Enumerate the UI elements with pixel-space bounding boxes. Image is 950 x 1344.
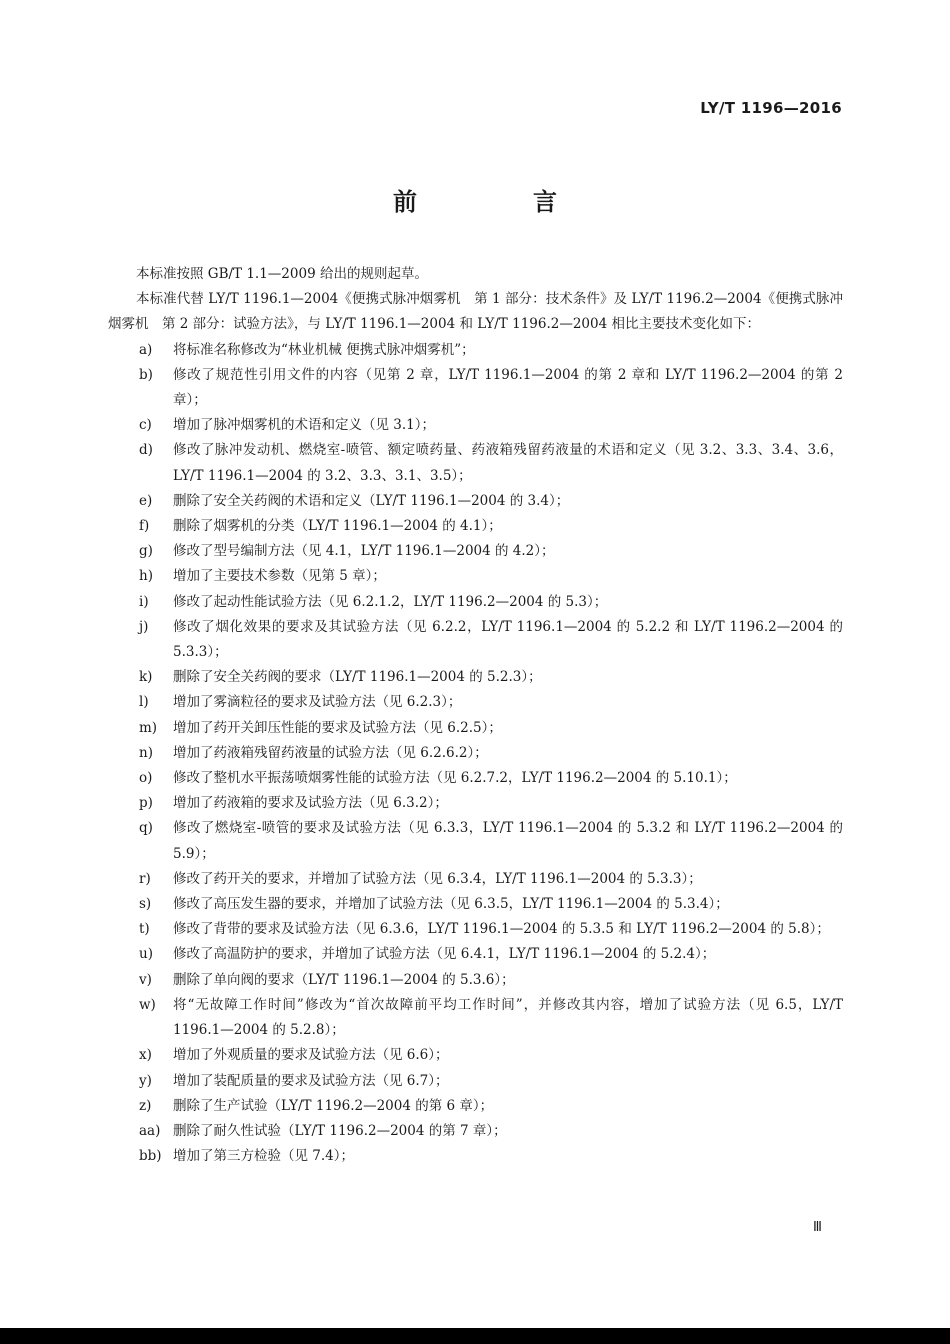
list-item-marker: u): [139, 946, 153, 963]
list-item-text: 增加了外观质量的要求及试验方法（见 6.6）；: [173, 1047, 449, 1064]
list-item-marker: q): [139, 820, 153, 837]
list-item-marker: h): [139, 568, 153, 585]
list-item-marker: w): [139, 996, 156, 1013]
list-item: [108, 615, 843, 665]
list-item-text: 修改了起动性能试验方法（见 6.2.1.2，LY/T 1196.2—2004 的 5.3）；: [173, 593, 608, 610]
list-item-marker: m): [139, 719, 158, 736]
list-item-text: 增加了脉冲烟雾机的术语和定义（见 3.1）；: [173, 417, 436, 434]
list-item: [108, 363, 843, 413]
list-item: [108, 539, 843, 564]
page-title: 前 言: [393, 187, 603, 216]
list-item: [108, 1043, 843, 1068]
list-item-marker: d): [139, 442, 153, 459]
list-item-text: 增加了主要技术参数（见第 5 章）；: [173, 568, 386, 585]
list-item-marker: f): [139, 518, 150, 535]
list-item: [108, 791, 843, 816]
list-item-text: 删除了安全关药阀的要求（LY/T 1196.1—2004 的 5.2.3）；: [173, 669, 542, 686]
list-item-marker: b): [139, 366, 153, 383]
list-item: [108, 942, 843, 967]
list-item: [108, 816, 843, 866]
list-item-text: 删除了烟雾机的分类（LY/T 1196.1—2004 的 4.1）；: [173, 518, 502, 535]
list-item-marker: t): [139, 921, 150, 938]
list-item-marker: j): [139, 618, 149, 635]
list-item-text: 增加了装配质量的要求及试验方法（见 6.7）；: [173, 1072, 449, 1089]
list-item-marker: bb): [139, 1148, 162, 1165]
paragraph: 本标准代替 LY/T 1196.1—2004《便携式脉冲烟雾机 第 1 部分：技术条件》及 LY/T 1196.2—2004《便携式脉冲烟雾机 第 2 部分：试验方法》，与 LY/T 1196.1—2004 和 LY/T 1196.2—2004 相比主要技术变化如下：: [108, 291, 843, 333]
list-item-marker: i): [139, 593, 149, 610]
list-item-text: 增加了药液箱的要求及试验方法（见 6.3.2）；: [173, 795, 448, 812]
list-item: [108, 1144, 843, 1169]
list-item-marker: e): [139, 492, 153, 509]
list-item-text: 将“无故障工作时间”修改为“首次故障前平均工作时间”，并修改其内容，增加了试验方法（见 6.5，LY/T 1196.1—2004 的 5.2.8）；: [173, 996, 843, 1039]
paragraph: 本标准按照 GB/T 1.1—2009 给出的规则起草。: [136, 266, 428, 282]
list-item-text: 将标准名称修改为“林业机械 便携式脉冲烟雾机”；: [173, 341, 475, 358]
list-item: [108, 413, 843, 438]
list-item: [108, 590, 843, 615]
list-item-text: 增加了第三方检验（见 7.4）；: [173, 1148, 355, 1165]
list-item: [108, 766, 843, 791]
list-item: [108, 1069, 843, 1094]
list-item-text: 修改了燃烧室-喷管的要求及试验方法（见 6.3.3，LY/T 1196.1—2004 的 5.3.2 和 LY/T 1196.2—2004 的 5.9）；: [173, 820, 843, 862]
bottom-bar: [0, 1328, 950, 1344]
list-item: [108, 489, 843, 514]
list-item-marker: n): [139, 744, 153, 761]
list-item-marker: s): [139, 896, 152, 913]
list-item: [108, 968, 843, 993]
list-item-text: 增加了药液箱残留药液量的试验方法（见 6.2.6.2）；: [173, 744, 488, 761]
list-item-marker: l): [139, 694, 149, 711]
list-item-text: 删除了耐久性试验（LY/T 1196.2—2004 的第 7 章）；: [173, 1122, 507, 1139]
list-item-text: 修改了规范性引用文件的内容（见第 2 章，LY/T 1196.1—2004 的第 2 章和 LY/T 1196.2—2004 的第 2 章）；: [173, 366, 843, 409]
list-item-text: 增加了雾滴粒径的要求及试验方法（见 6.2.3）；: [173, 694, 462, 711]
list-item: [108, 892, 843, 917]
list-item-text: 修改了背带的要求及试验方法（见 6.3.6，LY/T 1196.1—2004 的 5.3.5 和 LY/T 1196.2—2004 的 5.8）；: [173, 921, 830, 938]
list-item-text: 修改了脉冲发动机、燃烧室-喷管、额定喷药量、药液箱残留药液量的术语和定义（见 3.2、3.3、3.4、3.6，LY/T 1196.1—2004 的 3.2、3.3、3.1、3.5）；: [173, 442, 843, 484]
list-item-text: 修改了高压发生器的要求，并增加了试验方法（见 6.3.5，LY/T 1196.1—2004 的 5.3.4）；: [173, 896, 729, 913]
list-item-text: 增加了药开关卸压性能的要求及试验方法（见 6.2.5）；: [173, 719, 502, 736]
list-item: [108, 690, 843, 715]
list-item-marker: aa): [139, 1122, 161, 1139]
list-item: [108, 338, 843, 363]
list-item: [108, 665, 843, 690]
list-item: [108, 438, 843, 488]
list-item: [108, 741, 843, 766]
page-number: Ⅲ: [813, 1220, 822, 1235]
list-item: [108, 993, 843, 1043]
list-item-text: 删除了安全关药阀的术语和定义（LY/T 1196.1—2004 的 3.4）；: [173, 492, 570, 509]
list-item: [108, 514, 843, 539]
list-item: [108, 867, 843, 892]
document-body: [108, 262, 843, 1169]
standard-code: LY/T 1196—2016: [700, 99, 842, 117]
list-item-marker: y): [139, 1072, 152, 1089]
change-list: [108, 338, 843, 1170]
list-item: [108, 716, 843, 741]
list-item-marker: z): [139, 1097, 152, 1114]
list-item: [108, 1119, 843, 1144]
list-item-marker: r): [139, 870, 151, 887]
list-item-text: 修改了高温防护的要求，并增加了试验方法（见 6.4.1，LY/T 1196.1—2004 的 5.2.4）；: [173, 946, 716, 963]
list-item-marker: g): [139, 543, 153, 560]
list-item: [108, 917, 843, 942]
list-item-text: 修改了型号编制方法（见 4.1，LY/T 1196.1—2004 的 4.2）；: [173, 543, 555, 560]
list-item-marker: c): [139, 417, 152, 434]
list-item: [108, 1094, 843, 1119]
list-item-text: 修改了整机水平振荡喷烟雾性能的试验方法（见 6.2.7.2，LY/T 1196.2—2004 的 5.10.1）；: [173, 770, 737, 787]
list-item-marker: x): [139, 1047, 152, 1064]
list-item-marker: v): [139, 971, 152, 988]
list-item-text: 修改了烟化效果的要求及其试验方法（见 6.2.2，LY/T 1196.1—2004 的 5.2.2 和 LY/T 1196.2—2004 的 5.3.3）；: [173, 618, 843, 661]
list-item-text: 删除了单向阀的要求（LY/T 1196.1—2004 的 5.3.6）；: [173, 971, 515, 988]
list-item-marker: o): [139, 770, 153, 787]
list-item-marker: k): [139, 669, 153, 686]
list-item-marker: p): [139, 795, 153, 812]
list-item-text: 删除了生产试验（LY/T 1196.2—2004 的第 6 章）；: [173, 1097, 494, 1114]
list-item-text: 修改了药开关的要求，并增加了试验方法（见 6.3.4，LY/T 1196.1—2004 的 5.3.3）；: [173, 870, 702, 887]
list-item: [108, 564, 843, 589]
list-item-marker: a): [139, 341, 153, 358]
